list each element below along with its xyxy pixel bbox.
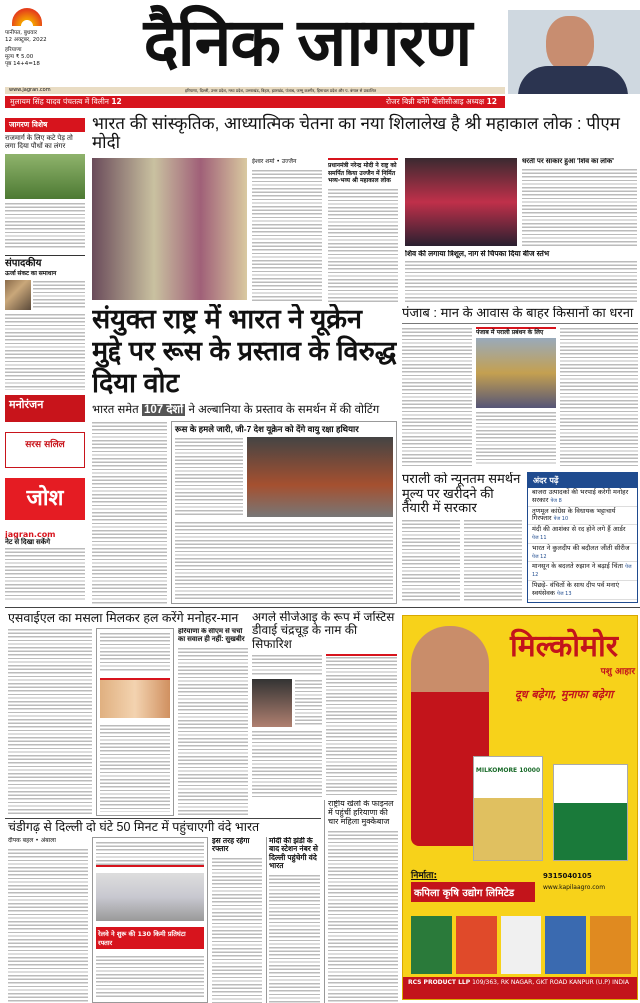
portrait-suit <box>518 66 628 94</box>
un-inner-headline[interactable]: रूस के हमले जारी, जी-7 देश यूक्रेन को देंगे वायु रक्षा हथियार <box>175 423 359 434</box>
editions-list: हरियाणा, दिल्ली, उत्तर प्रदेश, मध्य प्रदेश, उत्तराखंड, बिहार, झारखंड, पंजाब, जम्मू कश्मीर, हिमाचल प्रदेश और प. बंगाल से प्रकाशित <box>185 88 377 93</box>
inside-item-text: मंदी की आशंका से रद होने लगे हैं आर्डर <box>532 525 626 534</box>
lead-side-headline[interactable]: धरती पर साकार हुआ 'शिव का लोक' <box>522 158 614 165</box>
inside-item[interactable] <box>528 562 637 581</box>
inside-item-page: पेज 13 <box>557 590 572 597</box>
saras-salil-section[interactable]: सरस सलिल <box>5 432 85 468</box>
jagran-vishesh-label: जागरण विशेष <box>5 118 85 132</box>
editorial-block <box>5 255 85 390</box>
editorial-label: संपादकीय <box>5 258 42 269</box>
inside-item[interactable] <box>528 525 637 544</box>
speed-banner: रेलवे ने शुरू की 130 किमी प्रतिघंटा रफ्तार <box>96 927 204 949</box>
manoranjan-section[interactable]: मनोरंजन <box>5 395 85 422</box>
boxers-headline[interactable]: राष्ट्रीय खेलों के फाइनल में पहुंचीं हरियाणा की चार महिला मुक्केबाज <box>328 800 394 826</box>
editorial-text <box>5 313 85 390</box>
vande-box <box>92 837 208 1003</box>
lead-headline[interactable]: भारत की सांस्कृतिक, आध्यात्मिक चेतना का नया शिलालेख है श्री महाकाल लोक : पीएम मोदी <box>92 114 620 153</box>
inside-item-text: बाजरा उत्पादकों की भरपाई करेगी मनोहर सरकार <box>532 488 629 504</box>
un-subheadline: भारत समेत 107 देशों ने अल्बानिया के प्रस्ताव के समर्थन में की वोटिंग <box>92 403 380 416</box>
speed-subhead[interactable]: इस तरह रहेगा रफ्तार <box>212 837 250 854</box>
josh-section[interactable]: जोश <box>5 478 85 520</box>
punjab-headline[interactable]: पंजाब : मान के आवास के बाहर किसानों का धरना <box>402 306 638 324</box>
ad-website: www.kapilaagro.com <box>543 884 606 891</box>
ticker-right[interactable]: रोजर बिन्नी बनेंगे बीसीसीआइ अध्यक्ष 12 <box>386 97 497 106</box>
syl-headline[interactable]: एसवाईएल का मसला मिलकर हल करेंगे मनोहर-मान <box>8 611 239 625</box>
modi-flag-subhead[interactable]: मोदी की झंडी के बाद स्टेशन नंबर से दिल्ली पहुंचेगी वंदे भारत <box>269 837 319 871</box>
lead-bullet: प्रधानमंत्री नरेन्द्र मोदी ने राष्ट्र को समर्पित किया उज्जैन में निर्मित भव्य-भव्य श्री महाकाल लोक <box>328 158 398 185</box>
vishesh-headline[interactable]: राजमार्ग के लिए कटे पेड़ तो लगा दिया पौधों का लंगर <box>5 135 73 150</box>
edition-day: पानीपत, बुधवार <box>5 30 38 36</box>
website-link[interactable]: www.jagran.com <box>9 87 51 93</box>
inside-item-page: पेज 12 <box>532 564 632 579</box>
lead-text-col2 <box>328 188 398 303</box>
lead-lower <box>405 250 637 302</box>
cji-story <box>252 611 397 797</box>
inside-pages-box <box>527 472 638 603</box>
inside-item-page: पेज 11 <box>532 534 547 541</box>
portrait-face <box>546 16 594 72</box>
ad-maker-name: कपिला कृषि उद्योग लिमिटेड <box>411 882 535 902</box>
ad-slogan: दूध बढ़ेगा, मुनाफा बढ़ेगा <box>514 687 614 701</box>
cji-text <box>326 654 397 797</box>
jagran-com-block <box>5 530 85 600</box>
lead-lower-text <box>405 260 637 302</box>
jagran-com-headline[interactable]: नेट से दिखा सकेंगे <box>5 539 51 546</box>
boxers-story <box>324 800 398 1003</box>
punjab-story <box>402 306 638 466</box>
chandrachud-photo <box>252 679 292 727</box>
columnist-photo <box>5 280 31 310</box>
inside-item[interactable] <box>528 507 637 526</box>
inside-item-page: पेज 10 <box>553 516 569 523</box>
parali-headline[interactable]: पराली को न्यूनतम समर्थन मूल्य पर खरीदने की तैयारी में सरकार <box>402 472 521 516</box>
editorial-headline[interactable]: ऊर्जा संकट का समाधान <box>5 271 57 278</box>
price: मूल्य ₹ 5.00 <box>5 53 34 60</box>
inside-item-page: पेज 8 <box>550 497 562 504</box>
mahakal-night-photo <box>405 158 517 246</box>
ad-tagline: पशु आहार <box>600 666 635 677</box>
newspaper-title: दैनिक जागरण <box>143 5 472 79</box>
syl-box <box>96 628 174 816</box>
parali-story <box>402 472 522 603</box>
lead-col1 <box>252 158 322 302</box>
ad-maker-label: निर्माता: <box>411 871 438 881</box>
punjab-text-col1 <box>402 327 472 466</box>
lead-lower-headline[interactable]: शिव की लगाया त्रिशूल, नाग से चिपका दिया बीज स्तंभ <box>405 250 550 258</box>
ticker-bar <box>5 96 505 108</box>
ticker-left[interactable]: मुलायम सिंह यादव पंचतत्व में विलीन 12 <box>10 97 122 106</box>
un-story <box>92 304 397 604</box>
inside-item[interactable] <box>528 581 637 600</box>
lead-text-col1 <box>252 169 322 303</box>
punjab-text-col3 <box>560 327 638 466</box>
ad-company: RCS PRODUCT LLP <box>408 979 471 986</box>
ad-product-bag-2 <box>553 764 628 861</box>
inside-item-text: तृणमूल कांग्रेस के विधायक भट्टाचार्य गिरफ्तार <box>532 506 616 523</box>
edition-info <box>5 30 65 67</box>
inside-item-text: पिछड़े- वंचितों के साथ दीप पर्व मनाएं स्वयंसेवक <box>532 580 620 597</box>
lead-side-text <box>522 168 637 246</box>
cji-headline[interactable]: अगले सीजेआइ के रूप में जस्टिस डीवाई चंद्रचूड़ के नाम की सिफारिश <box>252 611 395 651</box>
cm-meeting-photo <box>100 678 170 718</box>
sukhbir-headline[interactable]: हरियाणा के सीएम से चर्चा का सवाल ही नहीं: सुखबीर <box>178 628 245 643</box>
ad-address: 109/363, RK NAGAR, GKT ROAD KANPUR (U.P) INDIA <box>472 979 629 986</box>
punjab-caption: पंजाब में पराली प्रबंधन के लिए <box>476 327 556 337</box>
inside-item-text: भारत ने कुलदीप की बदौलत जीती सीरीज <box>532 543 630 552</box>
milkomore-advertisement[interactable] <box>402 615 638 1000</box>
ukraine-photo <box>247 437 393 517</box>
syl-text <box>8 628 92 816</box>
lead-photo <box>92 158 247 300</box>
ad-product-bag-1: MILKOMORE 10000 <box>473 756 543 861</box>
vishesh-block <box>5 118 85 250</box>
edition-state: हरियाणा <box>5 46 22 53</box>
inside-item-text: मानसून के बदलते रुझान ने बढ़ाई चिंता <box>532 562 623 571</box>
un-text-col1 <box>92 421 167 604</box>
edition-date: 12 अक्टूबर, 2022 <box>5 36 47 43</box>
lead-col2 <box>328 158 398 302</box>
vande-bharat-train-photo <box>96 873 204 921</box>
inside-title: अंदर पढ़ें <box>528 473 637 488</box>
vishesh-photo <box>5 154 85 199</box>
vande-bharat-story <box>8 820 320 1003</box>
farmers-protest-photo <box>476 338 556 408</box>
inside-item-page: पेज 12 <box>532 553 547 560</box>
jagran-com-label[interactable]: jagran.com <box>5 530 56 539</box>
vande-bharat-headline[interactable]: चंडीगढ़ से दिल्ली दो घंटे 50 मिनट में पहुंचाएगी वंदे भारत <box>8 820 260 834</box>
edition-strip <box>5 87 505 94</box>
ad-heading <box>493 630 635 702</box>
featured-portrait <box>508 10 640 94</box>
page-count: पृष्ठ 14+4=18 <box>5 60 40 67</box>
countries-count-badge: 107 देशों <box>143 403 184 416</box>
modi-flag-column <box>266 837 320 1003</box>
ad-brand: मिल्कोमोर <box>509 630 619 663</box>
vishesh-text <box>5 202 85 250</box>
lead-side <box>522 158 637 246</box>
sun-logo-icon <box>12 8 42 26</box>
ad-product-range <box>411 916 631 974</box>
inside-item[interactable] <box>528 544 637 563</box>
vande-dateline: दीपक बहल • अंबाला <box>8 837 56 844</box>
un-headline[interactable]: संयुक्त राष्ट्र में भारत ने यूक्रेन मुद्दे पर रूस के प्रस्ताव के विरुद्ध दिया वोट <box>92 304 397 398</box>
ad-phone: 9315040105 <box>543 872 592 880</box>
lead-dateline: ईश्वर शर्मा • उज्जैन <box>252 158 297 165</box>
inside-item[interactable] <box>528 488 637 507</box>
ad-footer <box>403 977 637 1000</box>
syl-story <box>8 611 248 816</box>
un-inner-box <box>171 421 397 604</box>
